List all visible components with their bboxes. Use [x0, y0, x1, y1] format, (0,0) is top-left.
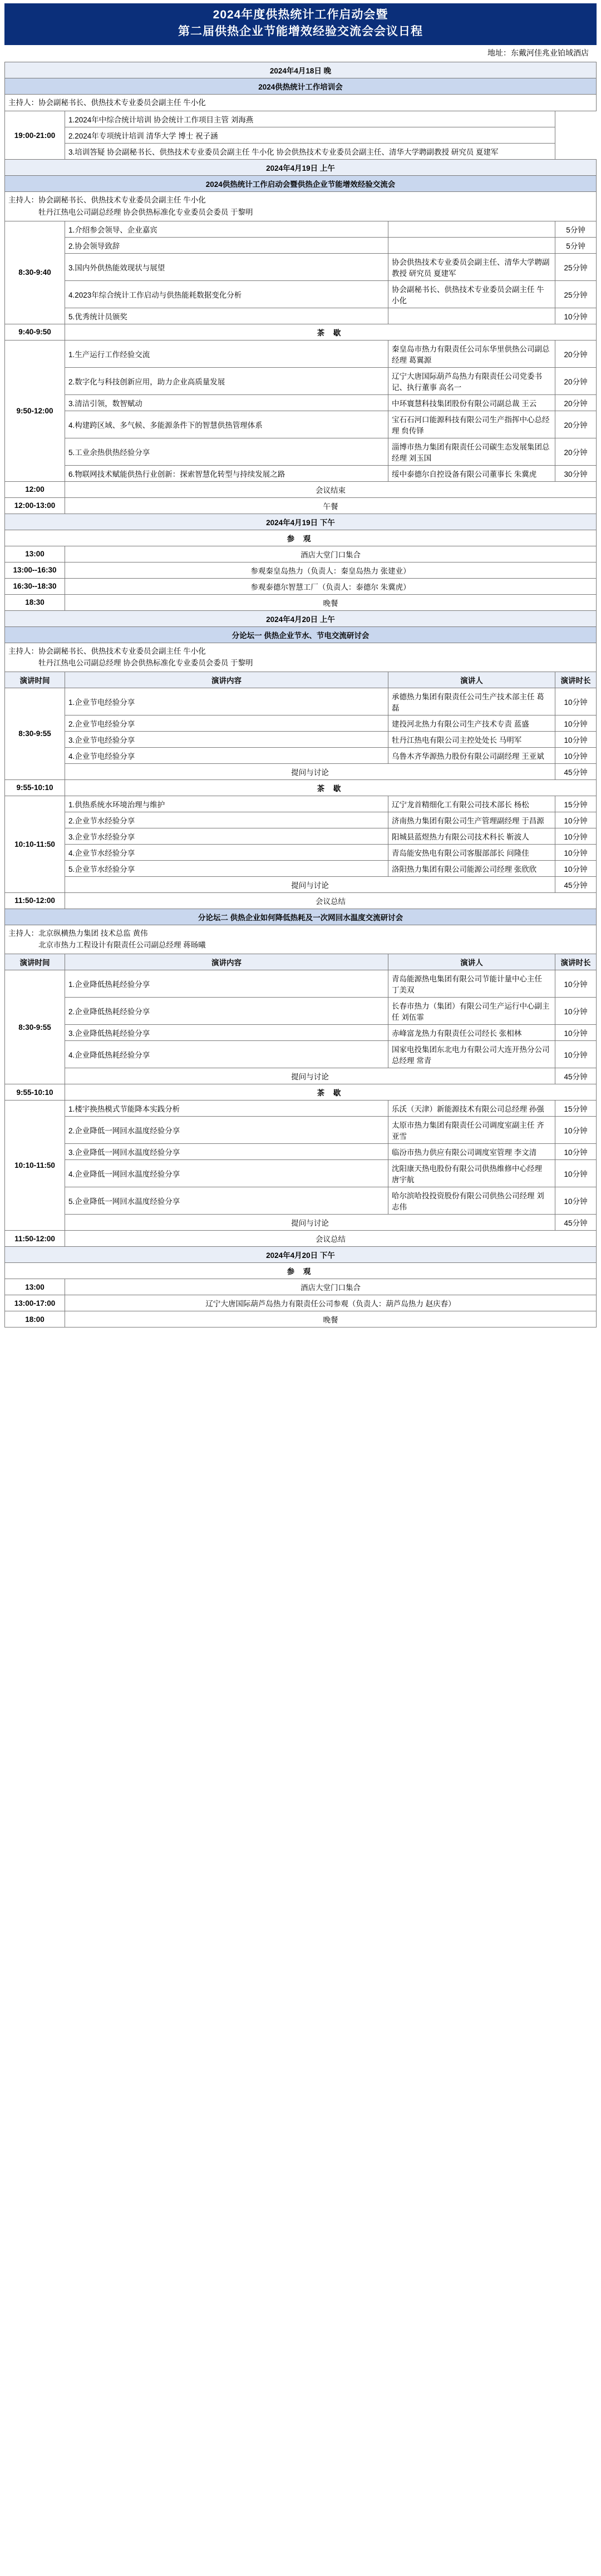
tea-break-label: 茶 歇 — [65, 324, 597, 340]
time-cell: 8:30-9:55 — [5, 688, 65, 779]
topic-cell: 1.企业节电经验分享 — [65, 688, 388, 715]
speaker-cell: 协会副秘书长、供热技术专业委员会副主任 牛小化 — [388, 280, 555, 308]
topic-cell: 5.优秀统计员颁奖 — [65, 308, 388, 324]
simple-row-label: 参观泰德尔智慧工厂（负责人：泰德尔 朱冀虎） — [65, 578, 597, 594]
topic-cell: 2.协会领导致辞 — [65, 237, 388, 253]
table-row — [5, 731, 597, 747]
host-line: 主持人：北京纵横热力集团 技术总监 黄伟 — [8, 929, 148, 937]
section-bar-label: 分论坛一 供热企业节水、节电交流研讨会 — [5, 626, 597, 643]
topic-cell: 1.介绍参会领导、企业嘉宾 — [65, 221, 388, 237]
simple-row-label: 晚餐 — [65, 1311, 597, 1328]
topic-cell: 3.企业降低一网回水温度经验分享 — [65, 1144, 388, 1160]
simple-row — [5, 892, 597, 909]
topic-cell: 4.企业节电经验分享 — [65, 747, 388, 763]
table-row — [5, 1068, 597, 1084]
table-row — [5, 221, 597, 237]
speaker-cell — [388, 221, 555, 237]
host-line: 主持人：协会副秘书长、供热技术专业委员会副主任 牛小化 — [8, 98, 206, 107]
table-row — [5, 394, 597, 411]
topic-cell: 1.楼宇换热模式节能降本实践分析 — [65, 1101, 388, 1117]
simple-row-label: 参观秦皇岛热力（负责人：秦皇岛热力 张建业） — [65, 562, 597, 578]
topic-cell: 2.数字化与科技创新应用，助力企业高质量发展 — [65, 367, 388, 394]
simple-row-label: 会议总结 — [65, 892, 597, 909]
speaker-cell: 国家电投集团东北电力有限公司大连开热分公司总经理 常青 — [388, 1041, 555, 1068]
simple-row-label: 酒店大堂门口集合 — [65, 546, 597, 562]
table-row — [5, 411, 597, 438]
host-line: 主持人：协会副秘书长、供热技术专业委员会副主任 牛小化 — [8, 647, 206, 655]
topic-cell: 提问与讨论 — [65, 876, 555, 892]
duration-cell: 20分钟 — [555, 367, 597, 394]
duration-cell: 5分钟 — [555, 237, 597, 253]
topic-cell: 2.企业节水经验分享 — [65, 812, 388, 828]
day-bar-label: 2024年4月18日 晚 — [5, 62, 597, 78]
time-cell: 10:10-11:50 — [5, 1101, 65, 1231]
day-bar-row — [5, 1247, 597, 1263]
simple-row — [5, 481, 597, 497]
duration-cell: 10分钟 — [555, 731, 597, 747]
tea-break-label: 茶 歇 — [65, 779, 597, 796]
speaker-cell: 临汾市热力供应有限公司调度室管理 李文清 — [388, 1144, 555, 1160]
tea-break-row — [5, 324, 597, 340]
host-text — [5, 643, 597, 672]
duration-cell: 20分钟 — [555, 394, 597, 411]
simple-row-label: 会议总结 — [65, 1231, 597, 1247]
host-row — [5, 925, 597, 954]
simple-row — [5, 1279, 597, 1295]
speaker-cell: 乐沃（天津）新能源技术有限公司总经理 孙强 — [388, 1101, 555, 1117]
time-cell: 13:00 — [5, 1279, 65, 1295]
topic-cell: 5.工业余热供热经验分享 — [65, 438, 388, 465]
column-header-cell: 演讲人 — [388, 954, 555, 970]
table-row — [5, 1117, 597, 1144]
duration-cell: 5分钟 — [555, 221, 597, 237]
table-row — [5, 860, 597, 876]
duration-cell: 25分钟 — [555, 280, 597, 308]
duration-cell: 10分钟 — [555, 308, 597, 324]
speaker-cell: 赤峰富龙热力有限责任公司经长 张相林 — [388, 1025, 555, 1041]
time-cell: 18:30 — [5, 594, 65, 610]
time-cell: 13:00--16:30 — [5, 562, 65, 578]
table-row — [5, 970, 597, 998]
host-row — [5, 643, 597, 672]
topic-cell: 2.2024年专项统计培训 清华大学 博士 祝子涵 — [65, 127, 555, 144]
table-row — [5, 308, 597, 324]
topic-cell: 3.企业降低热耗经验分享 — [65, 1025, 388, 1041]
speaker-cell — [388, 308, 555, 324]
table-row — [5, 237, 597, 253]
topic-cell: 3.清洁引领，数智赋动 — [65, 394, 388, 411]
duration-cell: 10分钟 — [555, 828, 597, 844]
visit-bar-row — [5, 1263, 597, 1279]
simple-row — [5, 1231, 597, 1247]
time-cell: 13:00 — [5, 546, 65, 562]
day-bar-label: 2024年4月20日 下午 — [5, 1247, 597, 1263]
table-row — [5, 280, 597, 308]
topic-cell: 3.培训答疑 协会副秘书长、供热技术专业委员会副主任 牛小化 协会供热技术专业委员会副主任、清华大学聘副教授 研究员 夏建军 — [65, 144, 555, 160]
topic-cell: 2.企业节电经验分享 — [65, 715, 388, 731]
host-text — [5, 94, 597, 111]
time-cell: 12:00 — [5, 481, 65, 497]
section-bar-label: 分论坛二 供热企业如何降低热耗及一次网回水温度交流研讨会 — [5, 909, 597, 925]
duration-cell: 10分钟 — [555, 715, 597, 731]
duration-cell: 20分钟 — [555, 340, 597, 367]
host-text — [5, 925, 597, 954]
section-bar-row — [5, 909, 597, 925]
speaker-cell: 济南热力集团有限公司生产管理副经理 于昌源 — [388, 812, 555, 828]
duration-cell: 10分钟 — [555, 1041, 597, 1068]
duration-cell: 10分钟 — [555, 812, 597, 828]
column-header-cell: 演讲时长 — [555, 954, 597, 970]
table-row — [5, 1041, 597, 1068]
duration-cell: 10分钟 — [555, 688, 597, 715]
topic-cell: 1.企业降低热耗经验分享 — [65, 970, 388, 998]
duration-cell: 45分钟 — [555, 1068, 597, 1084]
time-cell: 12:00-13:00 — [5, 497, 65, 514]
speaker-cell: 淄博市热力集团有限责任公司碳生态发展集团总经理 刘玉国 — [388, 438, 555, 465]
simple-row-label: 午餐 — [65, 497, 597, 514]
table-row — [5, 1215, 597, 1231]
column-header-cell: 演讲时长 — [555, 672, 597, 688]
topic-cell: 3.企业节水经验分享 — [65, 828, 388, 844]
speaker-cell: 辽宁龙首精细化工有限公司技术部长 杨松 — [388, 796, 555, 812]
table-row — [5, 367, 597, 394]
schedule-body — [5, 62, 597, 1327]
duration-cell: 15分钟 — [555, 796, 597, 812]
speaker-cell: 长春市热力（集团）有限公司生产运行中心副主任 刘伍霏 — [388, 998, 555, 1025]
duration-cell: 10分钟 — [555, 998, 597, 1025]
time-cell: 9:50-12:00 — [5, 340, 65, 481]
duration-cell: 45分钟 — [555, 1215, 597, 1231]
duration-cell: 10分钟 — [555, 970, 597, 998]
topic-cell: 6.物联网技术赋能供热行业创新：探索智慧化转型与持续发展之路 — [65, 465, 388, 481]
time-cell: 11:50-12:00 — [5, 1231, 65, 1247]
title-line-1: 2024年度供热统计工作启动会暨 — [213, 8, 388, 21]
visit-bar-row — [5, 530, 597, 546]
day-bar-label: 2024年4月20日 上午 — [5, 610, 597, 626]
table-row — [5, 796, 597, 812]
simple-row-label: 晚餐 — [65, 594, 597, 610]
time-cell: 18:00 — [5, 1311, 65, 1328]
tea-break-row — [5, 1084, 597, 1101]
speaker-cell: 哈尔滨哈投投资股份有限公司供热公司经理 刘志伟 — [388, 1187, 555, 1215]
tea-break-row — [5, 779, 597, 796]
table-row — [5, 253, 597, 280]
time-cell: 19:00-21:00 — [5, 111, 65, 160]
speaker-cell: 阳城县蓝煜热力有限公司技术科长 靳波人 — [388, 828, 555, 844]
section-bar-row — [5, 626, 597, 643]
speaker-cell: 协会供热技术专业委员会副主任、清华大学聘副教授 研究员 夏建军 — [388, 253, 555, 280]
speaker-cell: 乌鲁木齐华源热力股份有限公司副经理 王亚斌 — [388, 747, 555, 763]
table-row — [5, 688, 597, 715]
day-bar-row — [5, 160, 597, 176]
table-row — [5, 812, 597, 828]
topic-cell: 3.国内外供热能效现状与展望 — [65, 253, 388, 280]
duration-cell: 10分钟 — [555, 1187, 597, 1215]
speaker-cell: 牡丹江热电有限公司主控处处长 马明军 — [388, 731, 555, 747]
time-cell: 9:55-10:10 — [5, 1084, 65, 1101]
column-header-row — [5, 954, 597, 970]
table-row — [5, 715, 597, 731]
duration-cell: 25分钟 — [555, 253, 597, 280]
table-row — [5, 340, 597, 367]
speaker-cell: 太原市热力集团有限责任公司调度室副主任 齐亚雪 — [388, 1117, 555, 1144]
time-cell: 10:10-11:50 — [5, 796, 65, 892]
simple-row — [5, 497, 597, 514]
section-bar-label: 2024供热统计工作培训会 — [5, 78, 597, 94]
time-cell: 9:40-9:50 — [5, 324, 65, 340]
topic-cell: 5.企业节水经验分享 — [65, 860, 388, 876]
time-cell: 8:30-9:55 — [5, 970, 65, 1084]
table-row — [5, 465, 597, 481]
tea-break-label: 茶 歇 — [65, 1084, 597, 1101]
host-row — [5, 94, 597, 111]
simple-row — [5, 1311, 597, 1328]
simple-row-label: 酒店大堂门口集合 — [65, 1279, 597, 1295]
column-header-cell: 演讲人 — [388, 672, 555, 688]
table-row — [5, 844, 597, 860]
time-cell: 13:00-17:00 — [5, 1295, 65, 1311]
topic-cell: 4.企业降低一网回水温度经验分享 — [65, 1160, 388, 1187]
section-bar-row — [5, 176, 597, 192]
visit-bar-label: 参 观 — [5, 530, 597, 546]
speaker-cell: 沈阳康天热电股份有限公司供热维修中心经理 唐宇航 — [388, 1160, 555, 1187]
table-row — [5, 1101, 597, 1117]
simple-row — [5, 594, 597, 610]
day-bar-row — [5, 514, 597, 530]
section-bar-row — [5, 78, 597, 94]
visit-bar-label: 参 观 — [5, 1263, 597, 1279]
table-row — [5, 998, 597, 1025]
section-bar-label: 2024供热统计工作启动会暨供热企业节能增效经验交流会 — [5, 176, 597, 192]
day-bar-label: 2024年4月19日 上午 — [5, 160, 597, 176]
duration-cell: 10分钟 — [555, 1117, 597, 1144]
time-cell: 11:50-12:00 — [5, 892, 65, 909]
speaker-cell: 建投河北热力有限公司生产技术专责 蓝盛 — [388, 715, 555, 731]
speaker-cell: 中环寰慧科技集团股份有限公司副总裁 王云 — [388, 394, 555, 411]
duration-cell: 15分钟 — [555, 1101, 597, 1117]
host-line: 主持人：协会副秘书长、供热技术专业委员会副主任 牛小化 — [8, 196, 206, 205]
duration-cell: 10分钟 — [555, 860, 597, 876]
topic-cell: 提问与讨论 — [65, 1215, 555, 1231]
speaker-cell: 承德热力集团有限责任公司生产技术部主任 葛磊 — [388, 688, 555, 715]
topic-cell: 4.企业降低热耗经验分享 — [65, 1041, 388, 1068]
duration-cell: 10分钟 — [555, 1160, 597, 1187]
speaker-cell: 绥中泰德尔自控设备有限公司董事长 朱冀虎 — [388, 465, 555, 481]
table-row — [5, 763, 597, 779]
column-header-cell: 演讲内容 — [65, 672, 388, 688]
simple-row-label: 辽宁大唐国际葫芦岛热力有限责任公司参观（负责人：葫芦岛热力 赵庆春） — [65, 1295, 597, 1311]
duration-cell: 45分钟 — [555, 876, 597, 892]
simple-row — [5, 578, 597, 594]
host-line: 牡丹江热电公司副总经理 协会供热标准化专业委员会委员 于黎明 — [8, 659, 253, 668]
venue-address: 地址：东戴河佳兆业铂域酒店 — [487, 48, 589, 57]
table-row — [5, 144, 597, 160]
host-line: 牡丹江热电公司副总经理 协会供热标准化专业委员会委员 于黎明 — [8, 208, 253, 217]
topic-cell: 2.企业降低热耗经验分享 — [65, 998, 388, 1025]
table-row — [5, 876, 597, 892]
table-row — [5, 438, 597, 465]
time-cell: 8:30-9:40 — [5, 221, 65, 324]
day-bar-row — [5, 62, 597, 78]
host-text — [5, 192, 597, 221]
table-row — [5, 1025, 597, 1041]
title-line-2: 第二届供热企业节能增效经验交流会会议日程 — [178, 25, 423, 38]
table-row — [5, 127, 597, 144]
duration-cell: 20分钟 — [555, 411, 597, 438]
simple-row — [5, 562, 597, 578]
topic-cell: 1.2024年中综合统计培训 协会统计工作项目主管 刘海燕 — [65, 111, 555, 127]
page-title — [4, 3, 597, 45]
duration-cell: 30分钟 — [555, 465, 597, 481]
speaker-cell: 洛阳热力集团有限公司能源公司经理 张欣欣 — [388, 860, 555, 876]
duration-cell: 10分钟 — [555, 747, 597, 763]
speaker-cell: 青岛能源热电集团有限公司节能计量中心主任 丁美双 — [388, 970, 555, 998]
day-bar-label: 2024年4月19日 下午 — [5, 514, 597, 530]
topic-cell: 1.供热系统水环境治理与维护 — [65, 796, 388, 812]
column-header-cell: 演讲时间 — [5, 672, 65, 688]
time-cell: 9:55-10:10 — [5, 779, 65, 796]
table-row — [5, 1144, 597, 1160]
topic-cell: 4.企业节水经验分享 — [65, 844, 388, 860]
column-header-cell: 演讲内容 — [65, 954, 388, 970]
simple-row-label: 会议结束 — [65, 481, 597, 497]
topic-cell: 4.构建跨区域、多气候、多能源条件下的智慧供热管理体系 — [65, 411, 388, 438]
topic-cell: 提问与讨论 — [65, 1068, 555, 1084]
simple-row — [5, 1295, 597, 1311]
table-row — [5, 747, 597, 763]
duration-cell: 10分钟 — [555, 1025, 597, 1041]
day-bar-row — [5, 610, 597, 626]
speaker-cell: 宝石石河口能源科技有限公司生产指挥中心总经理 贠传铎 — [388, 411, 555, 438]
topic-cell: 提问与讨论 — [65, 763, 555, 779]
topic-cell: 2.企业降低一网回水温度经验分享 — [65, 1117, 388, 1144]
table-row — [5, 111, 597, 127]
duration-cell: 20分钟 — [555, 438, 597, 465]
topic-cell: 5.企业降低一网回水温度经验分享 — [65, 1187, 388, 1215]
table-row — [5, 828, 597, 844]
table-row — [5, 1160, 597, 1187]
speaker-cell: 青岛能安热电有限公司客服部部长 问隆佳 — [388, 844, 555, 860]
schedule-table — [4, 62, 597, 1328]
duration-cell: 45分钟 — [555, 763, 597, 779]
time-cell: 16:30--18:30 — [5, 578, 65, 594]
topic-cell: 4.2023年综合统计工作启动与供热能耗数据变化分析 — [65, 280, 388, 308]
table-row — [5, 1187, 597, 1215]
topic-cell: 1.生产运行工作经验交流 — [65, 340, 388, 367]
topic-cell: 3.企业节电经验分享 — [65, 731, 388, 747]
duration-cell: 10分钟 — [555, 1144, 597, 1160]
column-header-cell: 演讲时间 — [5, 954, 65, 970]
host-row — [5, 192, 597, 221]
duration-cell: 10分钟 — [555, 844, 597, 860]
speaker-cell: 秦皇岛市热力有限责任公司东华里供热公司副总经理 葛翼源 — [388, 340, 555, 367]
simple-row — [5, 546, 597, 562]
host-line: 北京市热力工程设计有限责任公司副总经理 蒋旸曦 — [8, 941, 206, 950]
speaker-cell: 辽宁大唐国际葫芦岛热力有限责任公司党委书记、执行董事 高名一 — [388, 367, 555, 394]
speaker-cell — [388, 237, 555, 253]
column-header-row — [5, 672, 597, 688]
